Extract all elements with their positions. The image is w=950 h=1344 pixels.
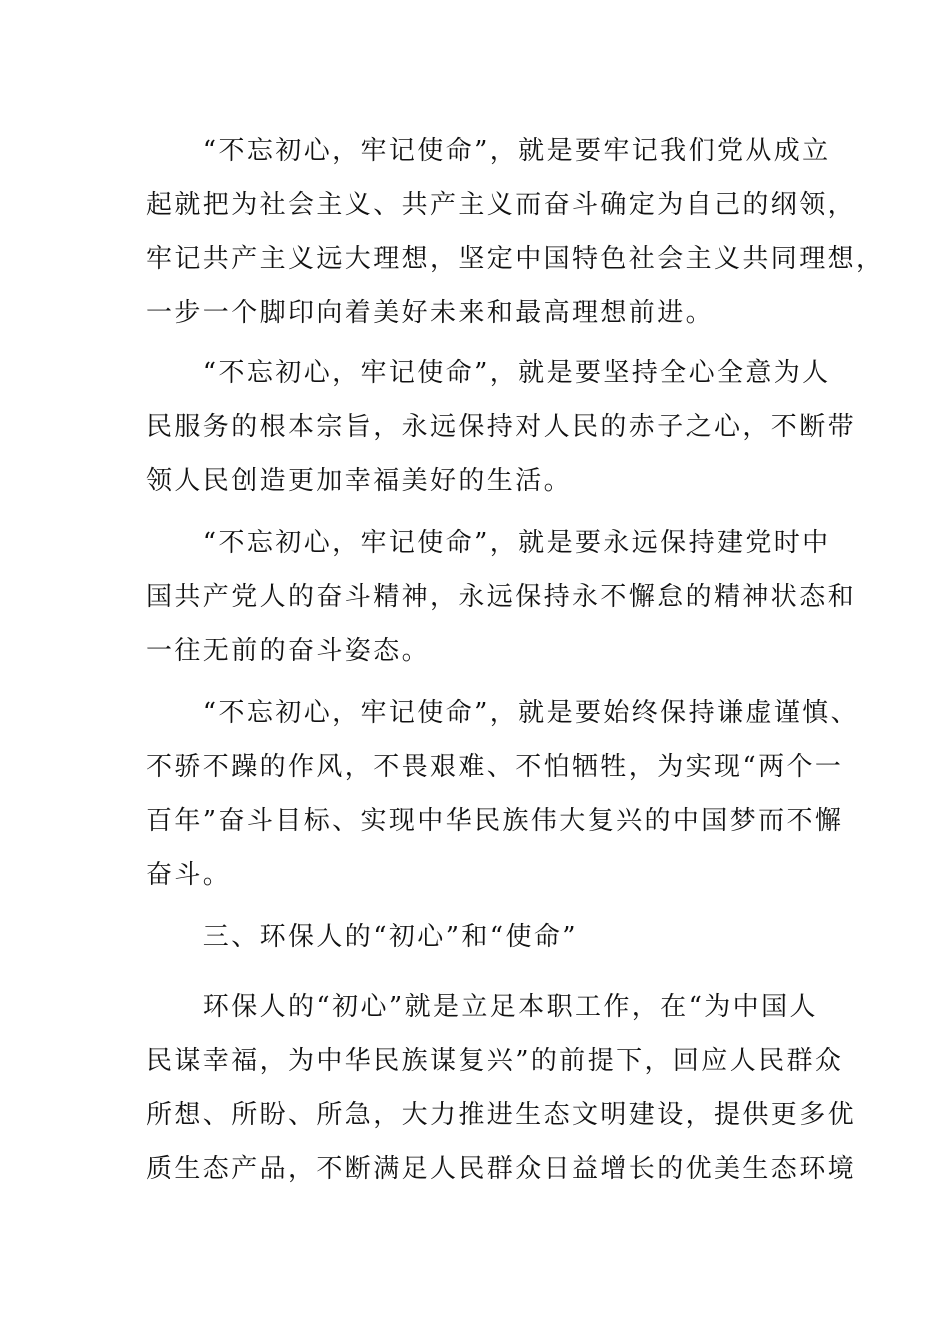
text-line: 环保人的“初心”就是立足本职工作，在“为中国人	[146, 992, 818, 1022]
text-line: “不忘初心，牢记使命”，就是要牢记我们党从成立	[146, 136, 831, 166]
text-line: 民谋幸福，为中华民族谋复兴”的前提下，回应人民群众	[146, 1046, 844, 1076]
text-line: “不忘初心，牢记使命”，就是要始终保持谦虚谨慎、	[146, 698, 859, 728]
text-line: 国共产党人的奋斗精神，永远保持永不懈怠的精神状态和	[146, 582, 857, 612]
text-line: 奋斗。	[146, 860, 232, 890]
text-line: 起就把为社会主义、共产主义而奋斗确定为自己的纲领，	[146, 190, 857, 220]
text-line: “不忘初心，牢记使命”，就是要坚持全心全意为人	[146, 358, 831, 388]
text-line: “不忘初心，牢记使命”，就是要永远保持建党时中	[146, 528, 831, 558]
text-line: 百年”奋斗目标、实现中华民族伟大复兴的中国梦而不懈	[146, 806, 844, 836]
paragraph-2	[146, 346, 857, 508]
text-line: 质生态产品，不断满足人民群众日益增长的优美生态环境	[146, 1154, 857, 1184]
text-line: 所想、所盼、所急，大力推进生态文明建设，提供更多优	[146, 1100, 857, 1130]
text-line: 不骄不躁的作风，不畏艰难、不怕牺牲，为实现“两个一	[146, 752, 844, 782]
text-line: 一往无前的奋斗姿态。	[146, 636, 431, 666]
paragraph-4	[146, 686, 859, 902]
section-heading	[146, 910, 806, 964]
text-line: 牢记共产主义远大理想，坚定中国特色社会主义共同理想，	[146, 244, 885, 274]
paragraph-5	[146, 980, 857, 1196]
text-line: 民服务的根本宗旨，永远保持对人民的赤子之心，不断带	[146, 412, 857, 442]
text-line: 一步一个脚印向着美好未来和最高理想前进。	[146, 298, 715, 328]
paragraph-1	[146, 124, 885, 340]
paragraph-3	[146, 516, 857, 678]
text-line: 领人民创造更加幸福美好的生活。	[146, 466, 573, 496]
heading-text: 三、环保人的“初心”和“使命”	[146, 922, 578, 952]
